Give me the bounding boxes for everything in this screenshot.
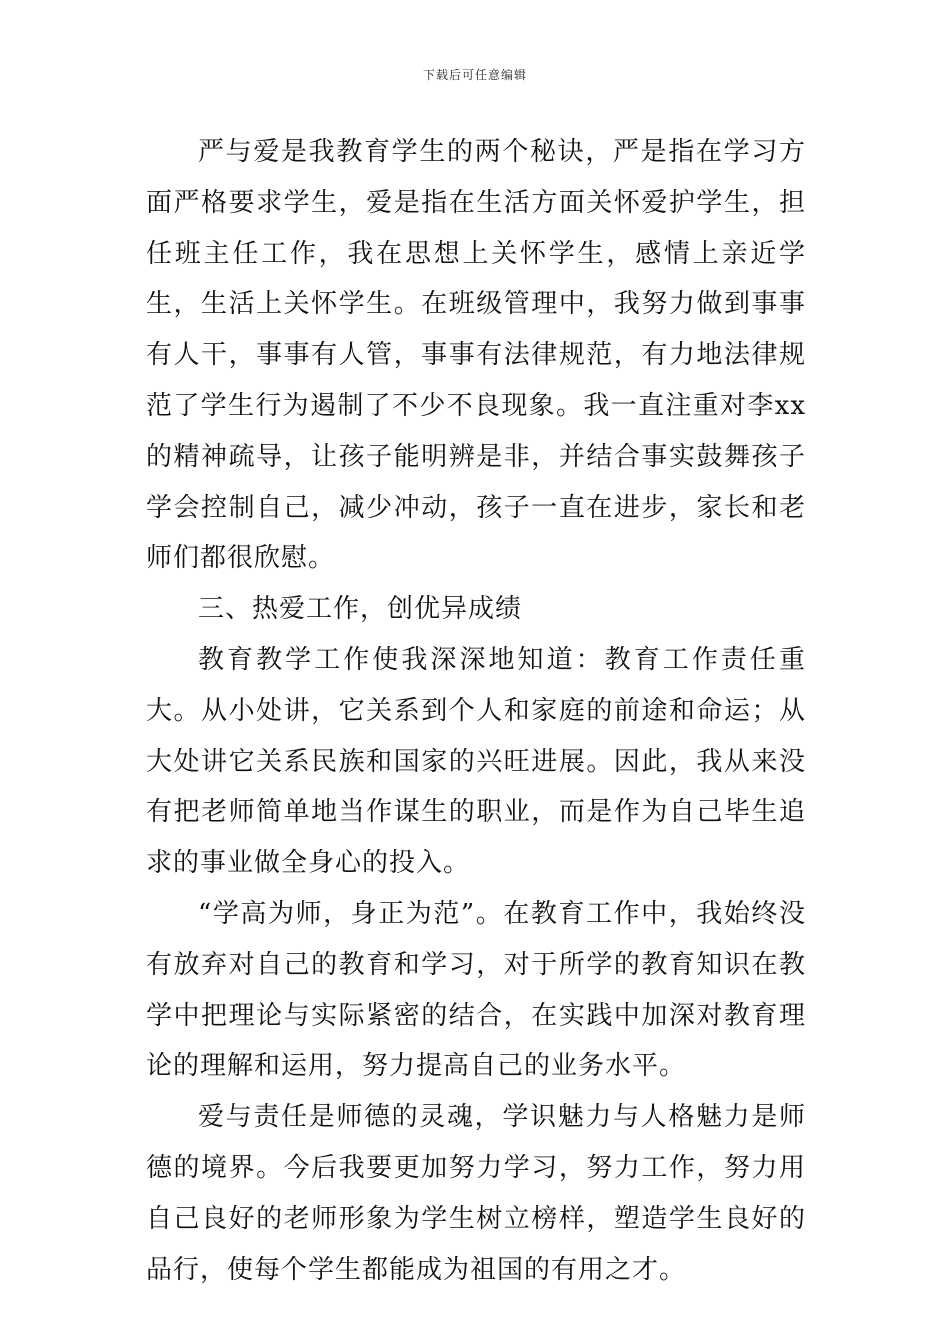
paragraph-learn-and-teach: “学高为师，身正为范”。在教育工作中，我始终没有放弃对自己的教育和学习，对于所学的教育知识在教学中把理论与实际紧密的结合，在实践中加深对教育理论的理解和运用，努力提高自己的业务水平。: [146, 898, 806, 1082]
document-body: [146, 127, 806, 1295]
paragraph-strict-and-love: 严与爱是我教育学生的两个秘诀，严是指在学习方面严格要求学生，爱是指在生活方面关怀爱护学生，担任班主任工作，我在思想上关怀学生，感情上亲近学生，生活上关怀学生。在班级管理中，我努力做到事事有人干，事事有人管，事事有法律规范，有力地法律规范了学生行为遏制了不少不良现象。我一直注重对李xx的精神疏导，让孩子能明辨是非，并结合事实鼓舞孩子学会控制自己，减少冲动，孩子一直在进步，家长和老师们都很欣慰。: [146, 137, 806, 574]
paragraph-love-and-duty: 爱与责任是师德的灵魂，学识魅力与人格魅力是师德的境界。今后我要更加努力学习，努力工作，努力用自己良好的老师形象为学生树立榜样，塑造学生良好的品行，使每个学生都能成为祖国的有用之才。: [146, 1102, 806, 1285]
paragraph-education-responsibility: 教育教学工作使我深深地知道：教育工作责任重大。从小处讲，它关系到个人和家庭的前途和命运；从大处讲它关系民族和国家的兴旺进展。因此，我从来没有把老师简单地当作谋生的职业，而是作为自己毕生追求的事业做全身心的投入。: [146, 644, 806, 879]
section-heading-three: 三、热爱工作，创优异成绩: [198, 594, 523, 625]
header-note: 下载后可任意编辑: [422, 68, 527, 82]
